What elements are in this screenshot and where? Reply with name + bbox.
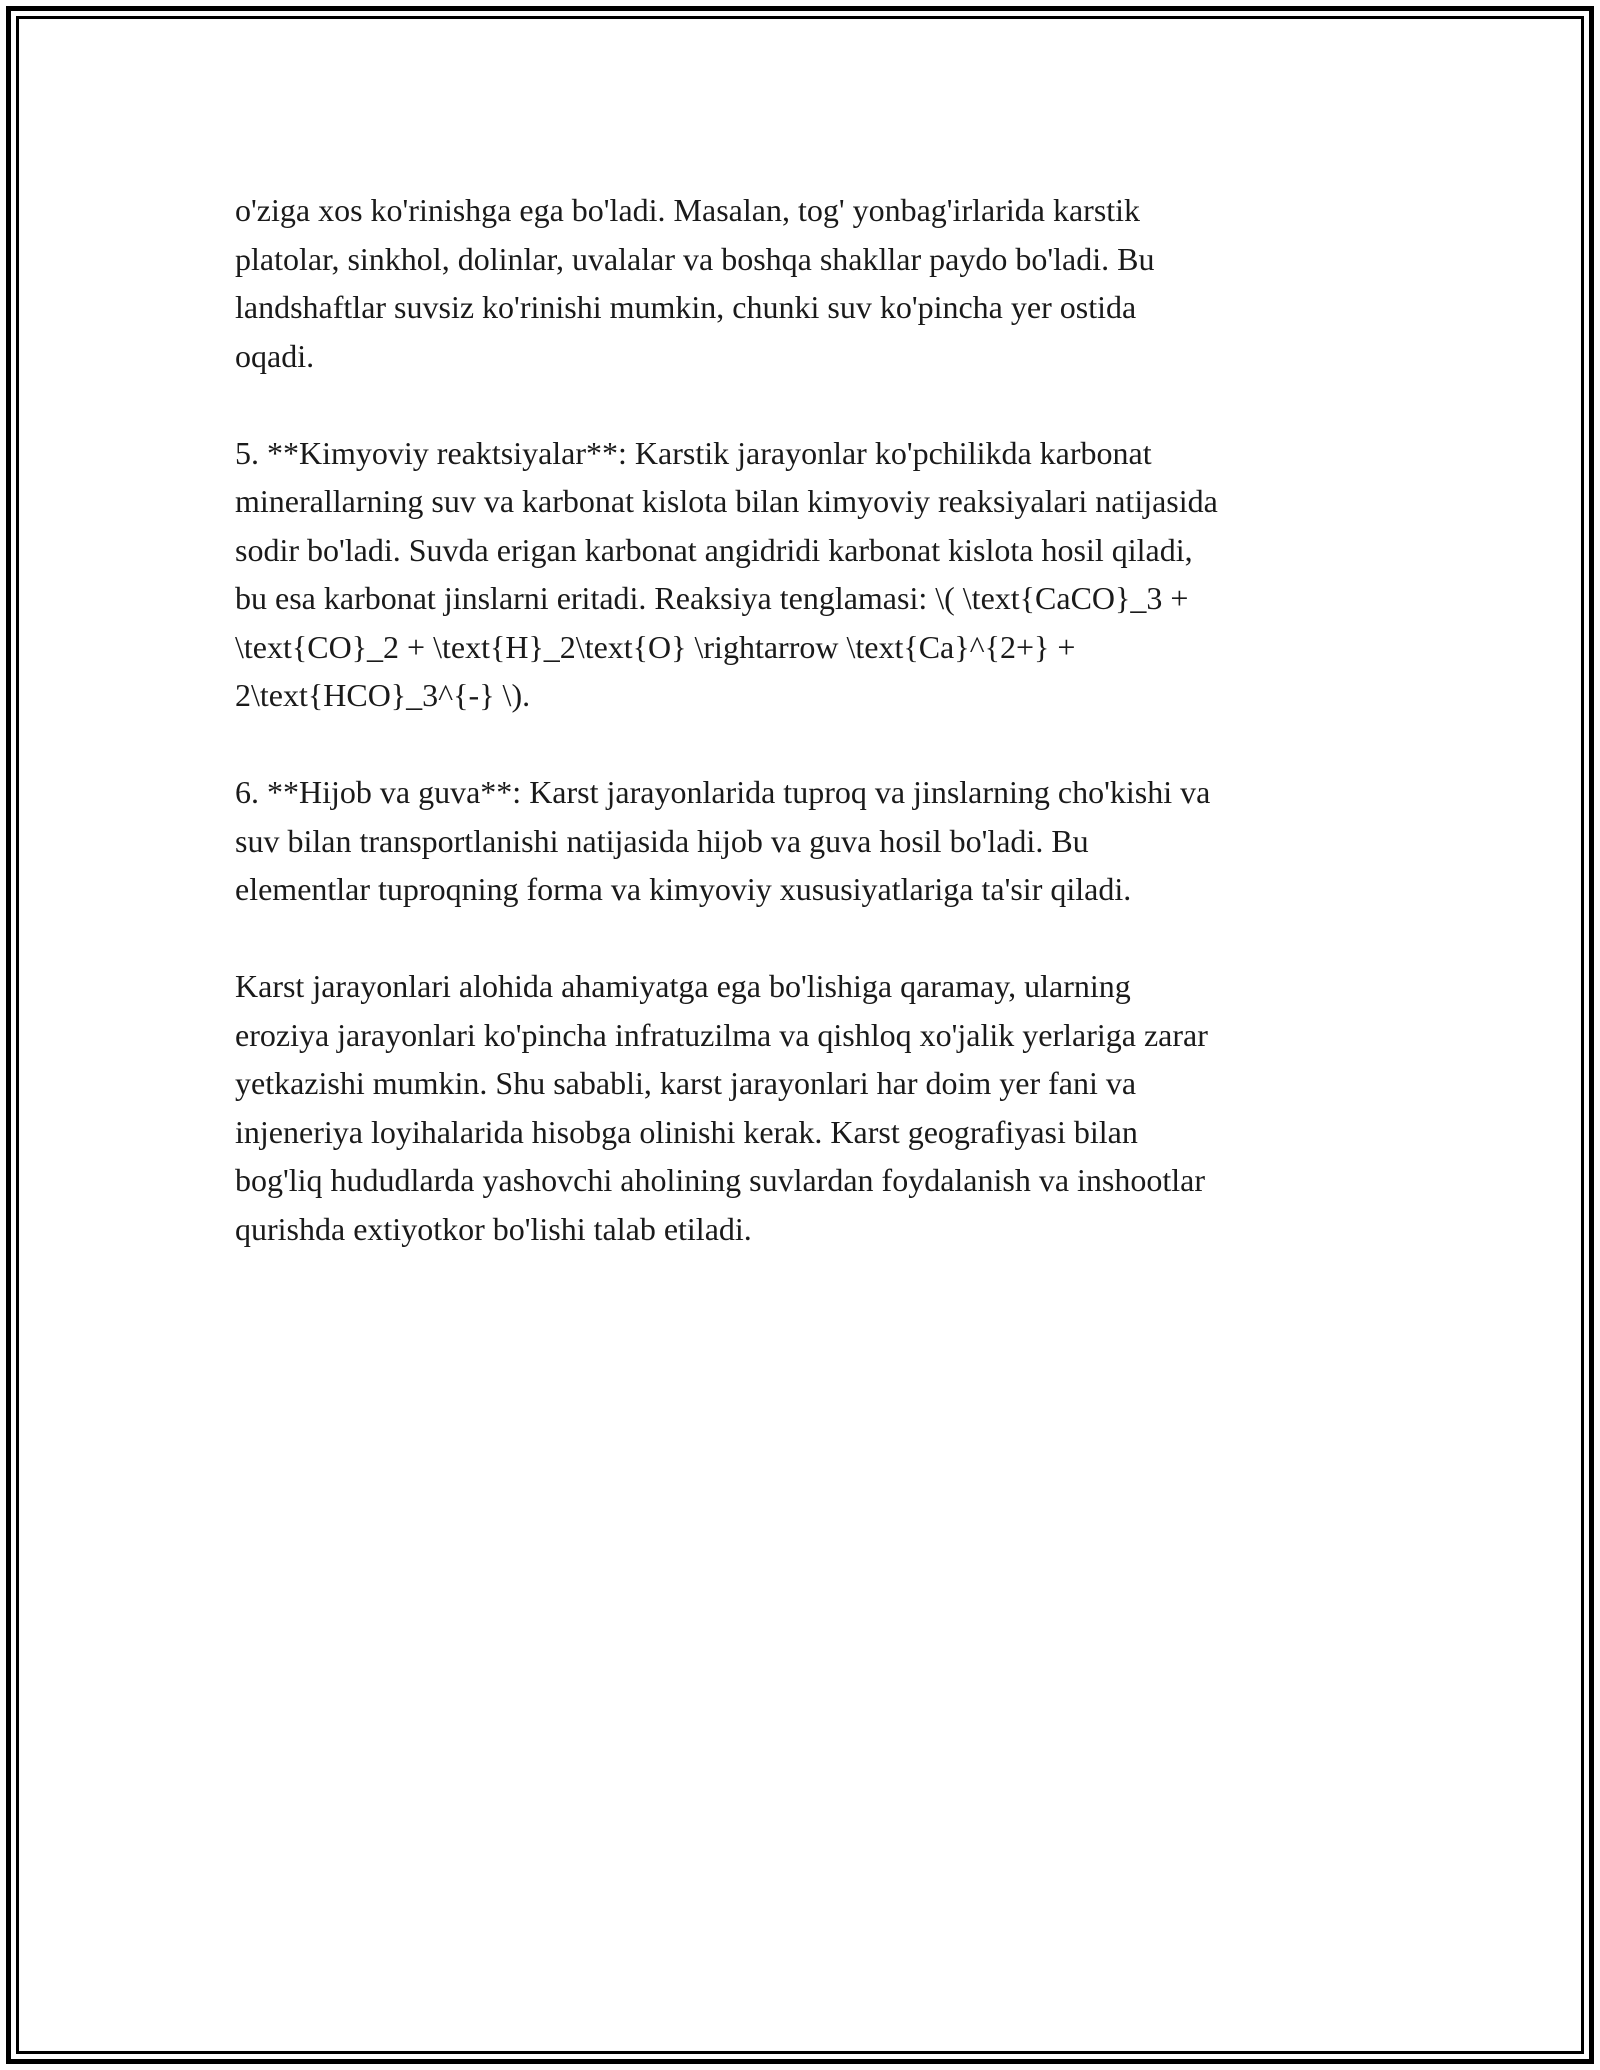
paragraph-chemical-reactions: 5. **Kimyoviy reaktsiyalar**: Karstik jarayonlar ko'pchilikda karbonat minerallarning suv va karbonat kislota bilan kimyoviy reaksiyalari natijasida sodir bo'ladi. Suvda erigan karbonat angidridi karbonat kislota hosil qiladi, bu esa karbonat jinslarni eritadi. Reaksiya tenglamasi: \( \text{CaCO}_3 + \text{CO}_2 + \text{H}_2\text{O} \rightarrow \text{Ca}^{2+} + 2\text{HCO}_3^{-} \). [235, 434, 1218, 713]
paragraph-karst-landscape: o'ziga xos ko'rinishga ega bo'ladi. Masalan, tog' yonbag'irlarida karstik platolar, sinkhol, dolinlar, uvalalar va boshqa shakllar paydo bo'ladi. Bu landshaftlar suvsiz ko'rinishi mumkin, chunki suv ko'pincha yer ostida oqadi. [235, 192, 1155, 374]
paragraph-conclusion: Karst jarayonlari alohida ahamiyatga ega bo'lishiga qaramay, ularning eroziya jarayonlari ko'pincha infratuzilma va qishloq xo'jalik yerlariga zarar yetkazishi mumkin. Shu sababli, karst jarayonlari har doim yer fani va injeneriya loyihalarida hisobga olinishi kerak. Karst geografiyasi bilan bog'liq hududlarda yashovchi aholining suvlardan foydalanish va inshootlar qurishda extiyotkor bo'lishi talab etiladi. [235, 968, 1208, 1247]
document-body [235, 186, 1385, 1302]
paragraph-hijob-guva: 6. **Hijob va guva**: Karst jarayonlarida tuproq va jinslarning cho'kishi va suv bilan transportlanishi natijasida hijob va guva hosil bo'ladi. Bu elementlar tuproqning forma va kimyoviy xususiyatlariga ta'sir qiladi. [235, 774, 1211, 907]
